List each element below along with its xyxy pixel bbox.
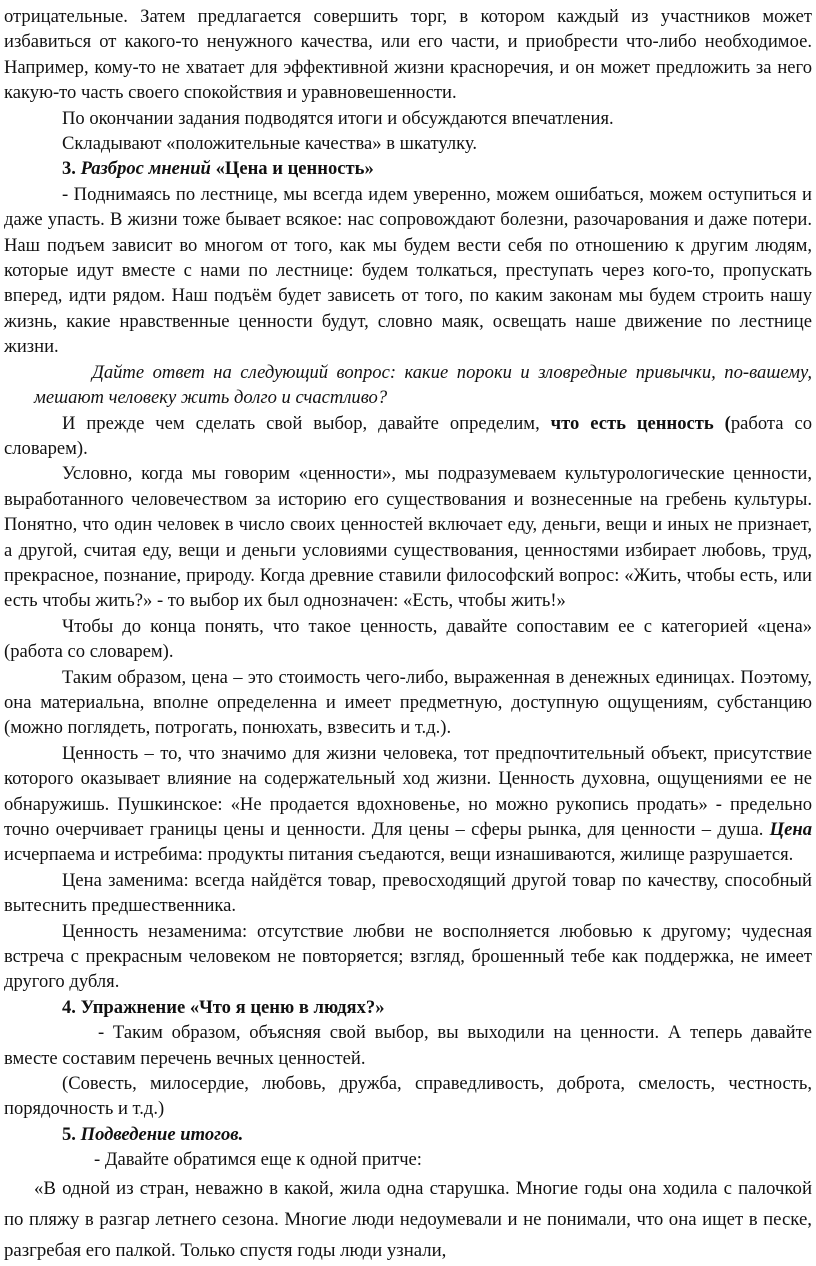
- paragraph-staircase: - Поднимаясь по лестнице, мы всегда идем уверенно, можем ошибаться, можем оступиться и даже упасть. В жизни тоже бывает всякое: нас сопровождают болезни, разочарования и даже потери. Наш подъем зависит во многом от того, как мы будем вести себя по отношению к другим людям, которые идут вместе с нами по лестнице: будем толкаться, преступать через кого-то, пропускать вперед, идти рядом. Наш подъём будет зависеть от того, по каким законам мы будем строить нашу жизнь, какие нравственные ценности будут, словно маяк, освещать наше движение по лестнице жизни.: [4, 183, 812, 358]
- section-5-title: Подведение итогов.: [80, 1123, 244, 1145]
- paragraph-values: Условно, когда мы говорим «ценности», мы подразумеваем культурологические ценности, выработанного человечеством за историю его существования и вознесенные на гребень культуры. Понятно, что один человек в число своих ценностей включает еду, деньги, вещи и иных не признает, а другой, считая еду, вещи и деньги условиями существования, ценностями избирает любовь, труд, прекрасное, познание, природу. Когда древние ставили философский вопрос: «Жить, чтобы есть, или есть чтобы жить?» - то выбор их был однозначен: «Есть, чтобы жить!»: [4, 463, 812, 612]
- section-5-heading: [4, 1122, 812, 1147]
- paragraph-summary: По окончании задания подводятся итоги и обсуждаются впечатления.: [62, 107, 614, 129]
- section-4-heading: [4, 995, 812, 1020]
- question-italic: Дайте ответ на следующий вопрос: какие пороки и зловредные привычки, по-вашему, мешают человеку жить долго и счастливо?: [34, 361, 812, 409]
- paragraph-values-list: (Совесть, милосердие, любовь, дружба, справедливость, доброта, смелость, честность, порядочность и т.д.): [4, 1073, 812, 1120]
- value-definition-tail: исчерпаема и истребима: продукты питания съедаются, вещи изнашиваются, жилище разрушается.: [4, 844, 794, 866]
- section-3-italic-title: Разброс мнений: [80, 158, 211, 180]
- section-3-number: 3.: [62, 158, 76, 180]
- paragraph-trade: отрицательные. Затем предлагается совершить торг, в котором каждый из участников может избавиться от какого-то ненужного качества, или его части, и приобрести что-либо необходимое. Например, кому-то не хватает для эффективной жизни красноречия, и он может предложить за него какую-то часть своего спокойствия и уравновешенности.: [4, 6, 812, 104]
- paragraph-define-value: [4, 411, 812, 462]
- paragraph-value-definition: [4, 741, 812, 868]
- paragraph-box: Складывают «положительные качества» в шкатулку.: [62, 133, 478, 155]
- price-emphasis: Цена: [769, 819, 812, 840]
- paragraph-parable-intro: - Давайте обратимся еще к одной притче:: [94, 1149, 422, 1171]
- paragraph-parable: «В одной из стран, неважно в какой, жила одна старушка. Многие годы она ходила с палочкой по пляжу в разгар летнего сезона. Многие люди недоумевали и не понимали, что она ищет в песке, разгребая его палкой. Только спустя годы люди узнали,: [4, 1177, 812, 1261]
- define-value-tail: работа со словарем).: [4, 412, 812, 459]
- section-4-title: 4. Упражнение «Что я ценю в людях?»: [62, 996, 385, 1018]
- define-value-bold: что есть ценность (: [550, 412, 731, 434]
- section-3-heading: [4, 156, 812, 181]
- paragraph-eternal-values: - Таким образом, объясняя свой выбор, вы выходили на ценности. А теперь давайте вместе составим перечень вечных ценностей.: [4, 1022, 812, 1069]
- section-3-bold-title: «Цена и ценность»: [215, 158, 374, 180]
- define-value-text: И прежде чем сделать свой выбор, давайте определим,: [62, 412, 551, 434]
- paragraph-price-replaceable: Цена заменима: всегда найдётся товар, превосходящий другой товар по качеству, способный вытеснить предшественника.: [4, 869, 812, 917]
- section-5-number: 5.: [62, 1123, 76, 1145]
- paragraph-price-compare: Чтобы до конца понять, что такое ценность, давайте сопоставим ее с категорией «цена» (работа со словарем).: [4, 615, 812, 663]
- paragraph-price-definition: Таким образом, цена – это стоимость чего-либо, выраженная в денежных единицах. Поэтому, она материальна, вполне определенна и имеет предметную, доступную ощущениям, субстанцию (можно поглядеть, потрогать, понюхать, взвесить и т.д.).: [4, 666, 812, 739]
- value-definition-text: Ценность – то, что значимо для жизни человека, тот предпочтительный объект, присутствие которого оказывает влияние на содержательный ход жизни. Ценность духовна, ощущениями ее не обнаружишь. Пушкинское: «Не продается вдохновенье, но можно рукопись продать» - предельно точно очерчивает границы цены и ценности. Для цены – сферы рынка, для ценности – душа.: [4, 742, 812, 840]
- paragraph-value-irreplaceable: Ценность незаменима: отсутствие любви не восполняется любовью к другому; чудесная встреча с прекрасным человеком не повторяется; взгляд, брошенный тебе как поддержка, не имеет другого дубля.: [4, 920, 812, 993]
